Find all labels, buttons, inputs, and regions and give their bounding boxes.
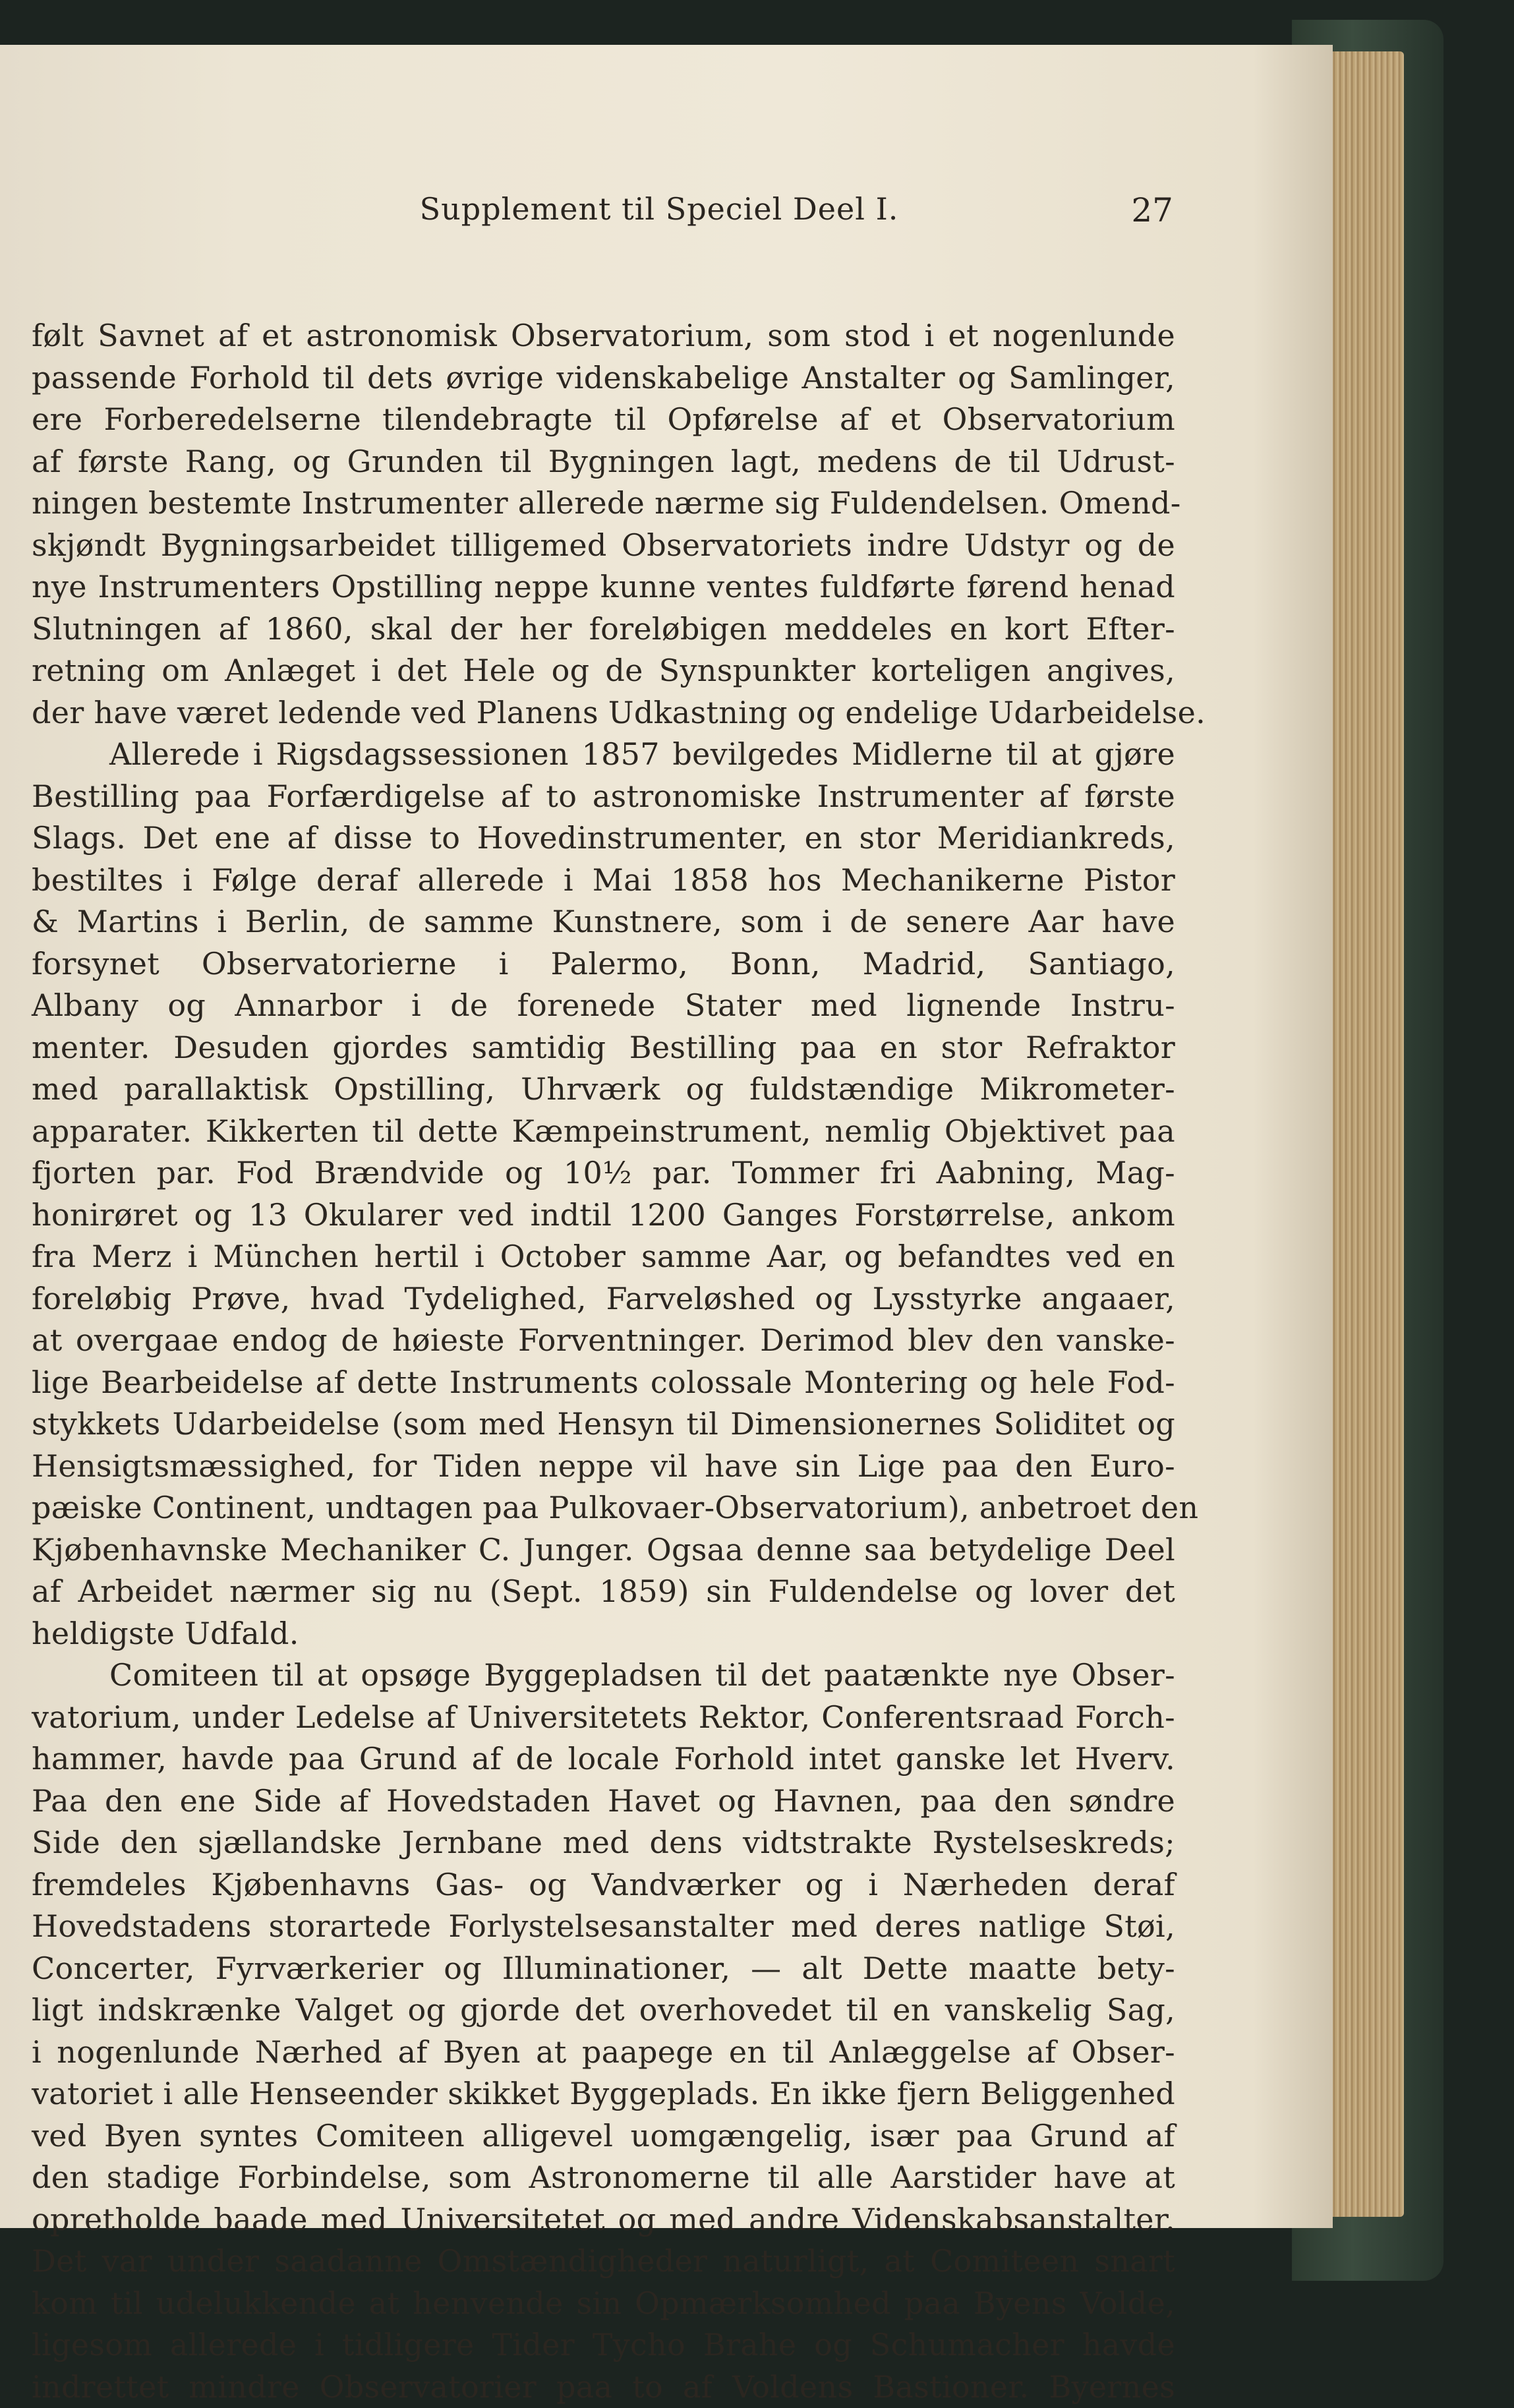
text-line: vatorium, under Ledelse af Universitetets Rektor, Conferentsraad Forch- (32, 1697, 1175, 1739)
text-line: at overgaae endog de høieste Forventninger. Derimod blev den vanske- (32, 1320, 1175, 1362)
text-line: stykkets Udarbeidelse (som med Hensyn til Dimensionernes Soliditet og (32, 1403, 1175, 1446)
text-line: Kjøbenhavnske Mechaniker C. Junger. Ogsaa denne saa betydelige Deel (32, 1529, 1175, 1571)
text-line: fremdeles Kjøbenhavns Gas- og Vandværker og i Nærheden deraf (32, 1864, 1175, 1906)
text-line: lige Bearbeidelse af dette Instruments colossale Montering og hele Fod- (32, 1362, 1175, 1404)
text-line: passende Forhold til dets øvrige videnskabelige Anstalter og Samlinger, (32, 357, 1175, 399)
page-number: 27 (1081, 191, 1173, 229)
text-line: Slags. Det ene af disse to Hovedinstrumenter, en stor Meridiankreds, (32, 817, 1175, 860)
text-line: apparater. Kikkerten til dette Kæmpeinstrument, nemlig Objektivet paa (32, 1111, 1175, 1153)
text-line: opretholde baade med Universitetet og med andre Videnskabsanstalter. (32, 2199, 1175, 2241)
text-line: med parallaktisk Opstilling, Uhrværk og fuldstændige Mikrometer- (32, 1069, 1175, 1111)
text-line: ved Byen syntes Comiteen alligevel uomgængelig, især paa Grund af (32, 2115, 1175, 2158)
text-line: der have været ledende ved Planens Udkastning og endelige Udarbeidelse. (32, 692, 1175, 734)
text-line: ningen bestemte Instrumenter allerede nærme sig Fuldendelsen. Omend- (32, 483, 1175, 525)
text-line: ligesom allerede i tidligere Tider Tycho Brahe og Schumacher havde (32, 2324, 1175, 2366)
text-line: Bestilling paa Forfærdigelse af to astronomiske Instrumenter af første (32, 776, 1175, 818)
text-line: menter. Desuden gjordes samtidig Bestilling paa en stor Refraktor (32, 1027, 1175, 1069)
text-line: foreløbig Prøve, hvad Tydelighed, Farveløshed og Lysstyrke angaaer, (32, 1278, 1175, 1320)
text-line: Albany og Annarbor i de forenede Stater med lignende Instru- (32, 985, 1175, 1027)
text-line: indrettet mindre Observatorier paa to af Voldens Bastioner. Byernes (32, 2366, 1175, 2408)
text-line: & Martins i Berlin, de samme Kunstnere, som i de senere Aar have (32, 901, 1175, 943)
text-line: ere Forberedelserne tilendebragte til Opførelse af et Observatorium (32, 399, 1175, 441)
text-line: hammer, havde paa Grund af de locale Forhold intet ganske let Hverv. (32, 1738, 1175, 1780)
page-edges (1330, 51, 1404, 2217)
text-line: honirøret og 13 Okularer ved indtil 1200 Ganges Forstørrelse, ankom (32, 1194, 1175, 1237)
text-line: den stadige Forbindelse, som Astronomerne til alle Aarstider have at (32, 2157, 1175, 2199)
text-line: vatoriet i alle Henseender skikket Byggeplads. En ikke fjern Beliggenhed (32, 2073, 1175, 2115)
text-line: Concerter, Fyrværkerier og Illuminationer, — alt Dette maatte bety- (32, 1948, 1175, 1990)
text-line: Hensigtsmæssighed, for Tiden neppe vil have sin Lige paa den Euro- (32, 1446, 1175, 1488)
text-line: af Arbeidet nærmer sig nu (Sept. 1859) sin Fuldendelse og lover det (32, 1571, 1175, 1613)
text-line: pæiske Continent, undtagen paa Pulkovaer-Observatorium), anbetroet den (32, 1487, 1175, 1529)
text-line: Comiteen til at opsøge Byggepladsen til det paatænkte nye Obser- (32, 1655, 1175, 1697)
body-text (32, 315, 1175, 2408)
text-line: forsynet Observatorierne i Palermo, Bonn, Madrid, Santiago, (32, 943, 1175, 985)
text-line: heldigste Udfald. (32, 1613, 1175, 1655)
text-line: Slutningen af 1860, skal der her foreløbigen meddeles en kort Efter- (32, 608, 1175, 651)
text-line: Paa den ene Side af Hovedstaden Havet og Havnen, paa den søndre (32, 1780, 1175, 1823)
text-line: fra Merz i München hertil i October samme Aar, og befandtes ved en (32, 1236, 1175, 1278)
text-line: Hovedstadens storartede Forlystelsesanstalter med deres natlige Støi, (32, 1906, 1175, 1948)
header-title: Supplement til Speciel Deel I. (395, 191, 923, 227)
text-line: bestiltes i Følge deraf allerede i Mai 1858 hos Mechanikerne Pistor (32, 860, 1175, 902)
book-page (0, 45, 1333, 2228)
running-head (0, 191, 1333, 250)
text-line: nye Instrumenters Opstilling neppe kunne ventes fuldførte førend henad (32, 566, 1175, 608)
text-line: skjøndt Bygningsarbeidet tilligemed Observatoriets indre Udstyr og de (32, 525, 1175, 567)
text-line: retning om Anlæget i det Hele og de Synspunkter korteligen angives, (32, 650, 1175, 692)
text-line: Det var under saadanne Omstændigheder naturligt, at Comiteen snart (32, 2241, 1175, 2283)
text-line: fjorten par. Fod Brændvide og 10½ par. Tommer fri Aabning, Mag- (32, 1152, 1175, 1194)
text-line: Side den sjællandske Jernbane med dens vidtstrakte Rystelseskreds; (32, 1822, 1175, 1864)
text-line: i nogenlunde Nærhed af Byen at paapege en til Anlæggelse af Obser- (32, 2032, 1175, 2074)
text-line: Allerede i Rigsdagssessionen 1857 bevilgedes Midlerne til at gjøre (32, 734, 1175, 776)
text-line: kom til udelukkende at henvende sin Opmærksomhed paa Byens Volde, (32, 2283, 1175, 2325)
text-line: af første Rang, og Grunden til Bygningen lagt, medens de til Udrust- (32, 441, 1175, 483)
text-line: følt Savnet af et astronomisk Observatorium, som stod i et nogenlunde (32, 315, 1175, 357)
text-line: ligt indskrænke Valget og gjorde det overhovedet til en vanskelig Sag, (32, 1989, 1175, 2032)
